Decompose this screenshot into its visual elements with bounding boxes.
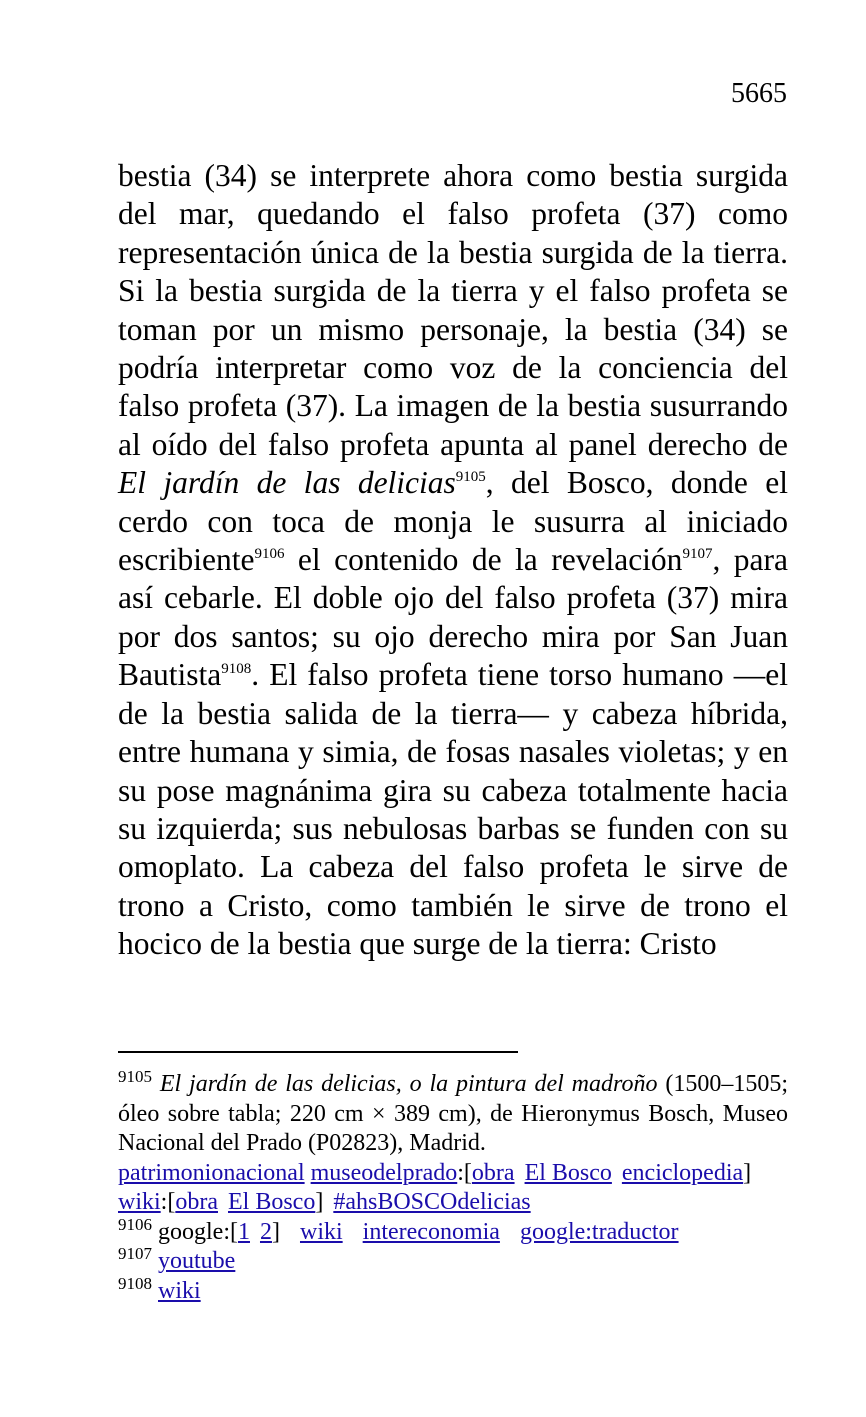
footnote-ref-9106[interactable]: 9106 xyxy=(254,546,285,563)
footnote-text: (1500–1505; óleo sobre tabla; 220 cm × 389 cm), de Hieronymus Bosch, Museo Nacional del Prado (P02823), Madrid. xyxy=(118,1071,788,1156)
work-title: El jardín de las delicias xyxy=(118,465,456,501)
link-hashtag[interactable]: #ahsBOSCOdelicias xyxy=(333,1189,531,1215)
footnote-number: 9108 xyxy=(118,1273,152,1293)
link-museodelprado[interactable]: museodelprado xyxy=(310,1159,458,1186)
link-wiki[interactable]: wiki xyxy=(299,1218,343,1245)
separator: :[ xyxy=(457,1159,472,1186)
body-paragraph xyxy=(118,157,788,964)
footnote-ref-9108[interactable]: 9108 xyxy=(221,661,252,678)
separator: :[ xyxy=(160,1189,176,1215)
link-youtube[interactable]: youtube xyxy=(158,1248,236,1274)
separator: ] xyxy=(743,1159,752,1186)
separator: ] xyxy=(271,1218,280,1245)
footnote-number: 9107 xyxy=(118,1244,152,1263)
link-wiki[interactable]: wiki xyxy=(158,1277,201,1304)
body-text-1: bestia (34) se interprete ahora como bestia surgida del mar, quedando el falso profeta (37) como representación única de la bestia surgida de la tierra. Si la bestia surgida de la tierra y el falso profeta se toman por un mismo personaje, la bestia (34) se podría interpretar como voz de la conciencia del falso profeta (37). La imagen de la bestia susurrando al oído del falso profeta apunta al panel derecho de xyxy=(118,158,788,462)
body-text-3: el contenido de la revelación xyxy=(284,542,683,578)
footnote-work-title: El jardín de las delicias, o la pintura del madroño xyxy=(159,1071,658,1097)
footnote-number: 9105 xyxy=(118,1067,152,1086)
link-google-1[interactable]: 1 xyxy=(237,1218,250,1245)
footnote-label: google:[ xyxy=(158,1218,238,1245)
body-text-5: . El falso profeta tiene torso humano —el de la bestia salida de la tierra— y cabeza híbrida, entre humana y simia, de fosas nasales violetas; y en su pose magnánima gira su cabeza totalmente hacia su izquierda; sus nebulosas barbas se funden con su omoplato. La cabeza del falso profeta le sirve de trono a Cristo, como también le sirve de trono el hocico de la bestia que surge de la tierra: Cristo xyxy=(118,657,788,962)
link-google-2[interactable]: 2 xyxy=(259,1218,272,1245)
footnote-number: 9106 xyxy=(118,1214,152,1234)
body-text-4: , para así cebarle. El doble ojo del falso profeta (37) mira por dos santos; su ojo derecho mira por San Juan Bautista xyxy=(118,542,788,693)
page-number: 5665 xyxy=(731,78,787,109)
footnote-9105-links-2 xyxy=(118,1188,788,1218)
separator: ] xyxy=(315,1189,324,1215)
link-wiki[interactable]: wiki xyxy=(118,1189,161,1215)
footnote-9105-links-1 xyxy=(118,1159,788,1189)
link-obra[interactable]: obra xyxy=(471,1159,515,1186)
link-enciclopedia[interactable]: enciclopedia xyxy=(621,1159,744,1186)
body-text-2: , del Bosco, donde el cerdo con toca de monja le susurra al iniciado escribiente xyxy=(118,465,788,578)
link-google-traductor[interactable]: google:traductor xyxy=(519,1218,679,1245)
footnote-9107 xyxy=(118,1244,788,1277)
footnote-ref-9105[interactable]: 9105 xyxy=(455,469,486,486)
footnote-divider xyxy=(118,1051,518,1053)
footnote-ref-9107[interactable]: 9107 xyxy=(682,546,713,563)
link-el-bosco[interactable]: El Bosco xyxy=(228,1189,316,1215)
link-patrimonionacional[interactable]: patrimonionacional xyxy=(118,1159,305,1186)
link-el-bosco[interactable]: El Bosco xyxy=(524,1159,612,1186)
footnote-9106 xyxy=(118,1214,788,1248)
link-intereconomia[interactable]: intereconomia xyxy=(362,1218,500,1245)
link-obra[interactable]: obra xyxy=(175,1189,218,1215)
footnotes-section xyxy=(118,1067,788,1306)
footnote-9105 xyxy=(118,1067,788,1159)
footnote-9108 xyxy=(118,1273,788,1307)
